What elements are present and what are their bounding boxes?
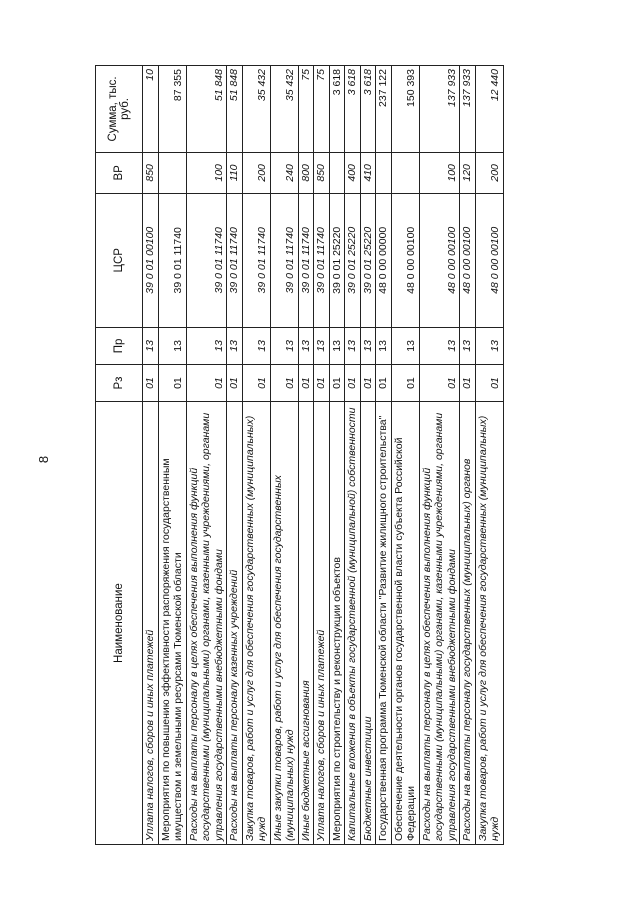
row-sum: 51 848 xyxy=(227,66,243,153)
budget-table xyxy=(95,65,504,845)
row-vr xyxy=(376,152,392,193)
row-csr: 48 0 00 00100 xyxy=(419,193,460,327)
table-row xyxy=(143,66,159,845)
row-name: Мероприятия по строительству и реконструкции объектов xyxy=(329,402,345,845)
row-rz: 01 xyxy=(143,364,159,401)
row-name: Расходы на выплаты персоналу казенных учреждений xyxy=(227,402,243,845)
row-pr: 13 xyxy=(158,327,186,364)
row-pr: 13 xyxy=(270,327,298,364)
table-row xyxy=(298,66,314,845)
row-sum: 51 848 xyxy=(186,66,227,153)
table-header-row xyxy=(96,66,143,845)
row-csr: 39 0 01 11740 xyxy=(227,193,243,327)
table-row xyxy=(345,66,361,845)
row-sum: 3 618 xyxy=(329,66,345,153)
row-vr: 110 xyxy=(227,152,243,193)
row-name: Закупка товаров, работ и услуг для обеспечения государственных (муниципальных) нужд xyxy=(242,402,270,845)
row-rz: 01 xyxy=(314,364,330,401)
header-pr: Пр xyxy=(96,327,143,364)
row-rz: 01 xyxy=(298,364,314,401)
row-rz: 01 xyxy=(376,364,392,401)
table-row xyxy=(158,66,186,845)
row-csr: 39 0 01 25220 xyxy=(345,193,361,327)
row-pr: 13 xyxy=(360,327,376,364)
row-vr: 200 xyxy=(475,152,503,193)
row-csr: 48 0 00 00100 xyxy=(391,193,419,327)
row-pr: 13 xyxy=(460,327,476,364)
row-rz: 01 xyxy=(460,364,476,401)
row-name: Расходы на выплаты персоналу в целях обеспечения выполнения функций государственными (муниципальными) органами, казенными учреждениями, органами управления государственными внебюджетными фондами xyxy=(419,402,460,845)
row-sum: 150 393 xyxy=(391,66,419,153)
table-row xyxy=(186,66,227,845)
row-sum: 10 xyxy=(143,66,159,153)
row-vr: 410 xyxy=(360,152,376,193)
header-name: Наименование xyxy=(96,402,143,845)
row-sum: 87 355 xyxy=(158,66,186,153)
row-vr: 100 xyxy=(419,152,460,193)
row-vr: 850 xyxy=(314,152,330,193)
row-pr: 13 xyxy=(242,327,270,364)
row-csr: 39 0 01 11740 xyxy=(242,193,270,327)
row-rz: 01 xyxy=(329,364,345,401)
row-rz: 01 xyxy=(360,364,376,401)
row-pr: 13 xyxy=(345,327,361,364)
row-csr: 39 0 01 25220 xyxy=(329,193,345,327)
row-vr: 400 xyxy=(345,152,361,193)
table-row xyxy=(360,66,376,845)
row-vr: 120 xyxy=(460,152,476,193)
row-rz: 01 xyxy=(270,364,298,401)
row-rz: 01 xyxy=(227,364,243,401)
header-rz: Рз xyxy=(96,364,143,401)
row-pr: 13 xyxy=(298,327,314,364)
table-row xyxy=(376,66,392,845)
row-pr: 13 xyxy=(143,327,159,364)
row-pr: 13 xyxy=(376,327,392,364)
row-vr: 100 xyxy=(186,152,227,193)
row-rz: 01 xyxy=(158,364,186,401)
table-row xyxy=(475,66,503,845)
table-row xyxy=(329,66,345,845)
row-name: Закупка товаров, работ и услуг для обеспечения государственных (муниципальных) нужд xyxy=(475,402,503,845)
row-csr: 39 0 01 11740 xyxy=(314,193,330,327)
row-csr: 39 0 01 11740 xyxy=(298,193,314,327)
row-csr: 48 0 00 00100 xyxy=(475,193,503,327)
row-sum: 137 933 xyxy=(460,66,476,153)
row-sum: 3 618 xyxy=(345,66,361,153)
table-row xyxy=(419,66,460,845)
row-vr: 240 xyxy=(270,152,298,193)
row-name: Обеспечение деятельности органов государственной власти субъекта Российской Федерации xyxy=(391,402,419,845)
row-vr xyxy=(391,152,419,193)
table-body xyxy=(143,66,504,845)
table-row xyxy=(314,66,330,845)
table-row xyxy=(242,66,270,845)
row-csr: 39 0 01 11740 xyxy=(186,193,227,327)
row-rz: 01 xyxy=(345,364,361,401)
row-name: Расходы на выплаты персоналу государственных (муниципальных) органов xyxy=(460,402,476,845)
table-row xyxy=(460,66,476,845)
header-vr: ВР xyxy=(96,152,143,193)
row-name: Уплата налогов, сборов и иных платежей xyxy=(314,402,330,845)
row-vr: 850 xyxy=(143,152,159,193)
row-sum: 12 440 xyxy=(475,66,503,153)
row-name: Расходы на выплаты персоналу в целях обеспечения выполнения функций государственными (муниципальными) органами, казенными учреждениями, органами управления государственными внебюджетными фондами xyxy=(186,402,227,845)
row-pr: 13 xyxy=(314,327,330,364)
row-vr xyxy=(158,152,186,193)
row-pr: 13 xyxy=(391,327,419,364)
row-rz: 01 xyxy=(475,364,503,401)
row-name: Уплата налогов, сборов и иных платежей xyxy=(143,402,159,845)
page-number: 8 xyxy=(36,455,52,464)
row-sum: 3 618 xyxy=(360,66,376,153)
row-pr: 13 xyxy=(475,327,503,364)
row-vr: 800 xyxy=(298,152,314,193)
row-vr xyxy=(329,152,345,193)
row-csr: 39 0 01 00100 xyxy=(143,193,159,327)
row-pr: 13 xyxy=(419,327,460,364)
row-name: Бюджетные инвестиции xyxy=(360,402,376,845)
row-rz: 01 xyxy=(419,364,460,401)
row-csr: 39 0 01 25220 xyxy=(360,193,376,327)
row-name: Иные бюджетные ассигнования xyxy=(298,402,314,845)
header-csr: ЦСР xyxy=(96,193,143,327)
row-name: Капитальные вложения в объекты государственной (муниципальной) собственности xyxy=(345,402,361,845)
row-pr: 13 xyxy=(227,327,243,364)
table-row xyxy=(270,66,298,845)
header-sum: Сумма, тыс. руб. xyxy=(96,66,143,153)
row-csr: 48 0 00 00100 xyxy=(460,193,476,327)
row-pr: 13 xyxy=(329,327,345,364)
row-sum: 137 933 xyxy=(419,66,460,153)
table-row xyxy=(227,66,243,845)
row-sum: 35 432 xyxy=(270,66,298,153)
table-row xyxy=(391,66,419,845)
row-sum: 75 xyxy=(314,66,330,153)
row-rz: 01 xyxy=(186,364,227,401)
row-csr: 39 0 01 11740 xyxy=(270,193,298,327)
row-vr: 200 xyxy=(242,152,270,193)
row-rz: 01 xyxy=(391,364,419,401)
budget-table-container xyxy=(95,65,640,845)
row-csr: 48 0 00 00000 xyxy=(376,193,392,327)
row-rz: 01 xyxy=(242,364,270,401)
row-name: Государственная программа Тюменской области "Развитие жилищного строительства" xyxy=(376,402,392,845)
row-name: Иные закупки товаров, работ и услуг для обеспечения государственных (муниципальных) нужд xyxy=(270,402,298,845)
row-sum: 35 432 xyxy=(242,66,270,153)
row-sum: 75 xyxy=(298,66,314,153)
row-csr: 39 0 01 11740 xyxy=(158,193,186,327)
row-sum: 237 122 xyxy=(376,66,392,153)
row-name: Мероприятия по повышению эффективности распоряжения государственным имуществом и земельными ресурсами Тюменской области xyxy=(158,402,186,845)
row-pr: 13 xyxy=(186,327,227,364)
